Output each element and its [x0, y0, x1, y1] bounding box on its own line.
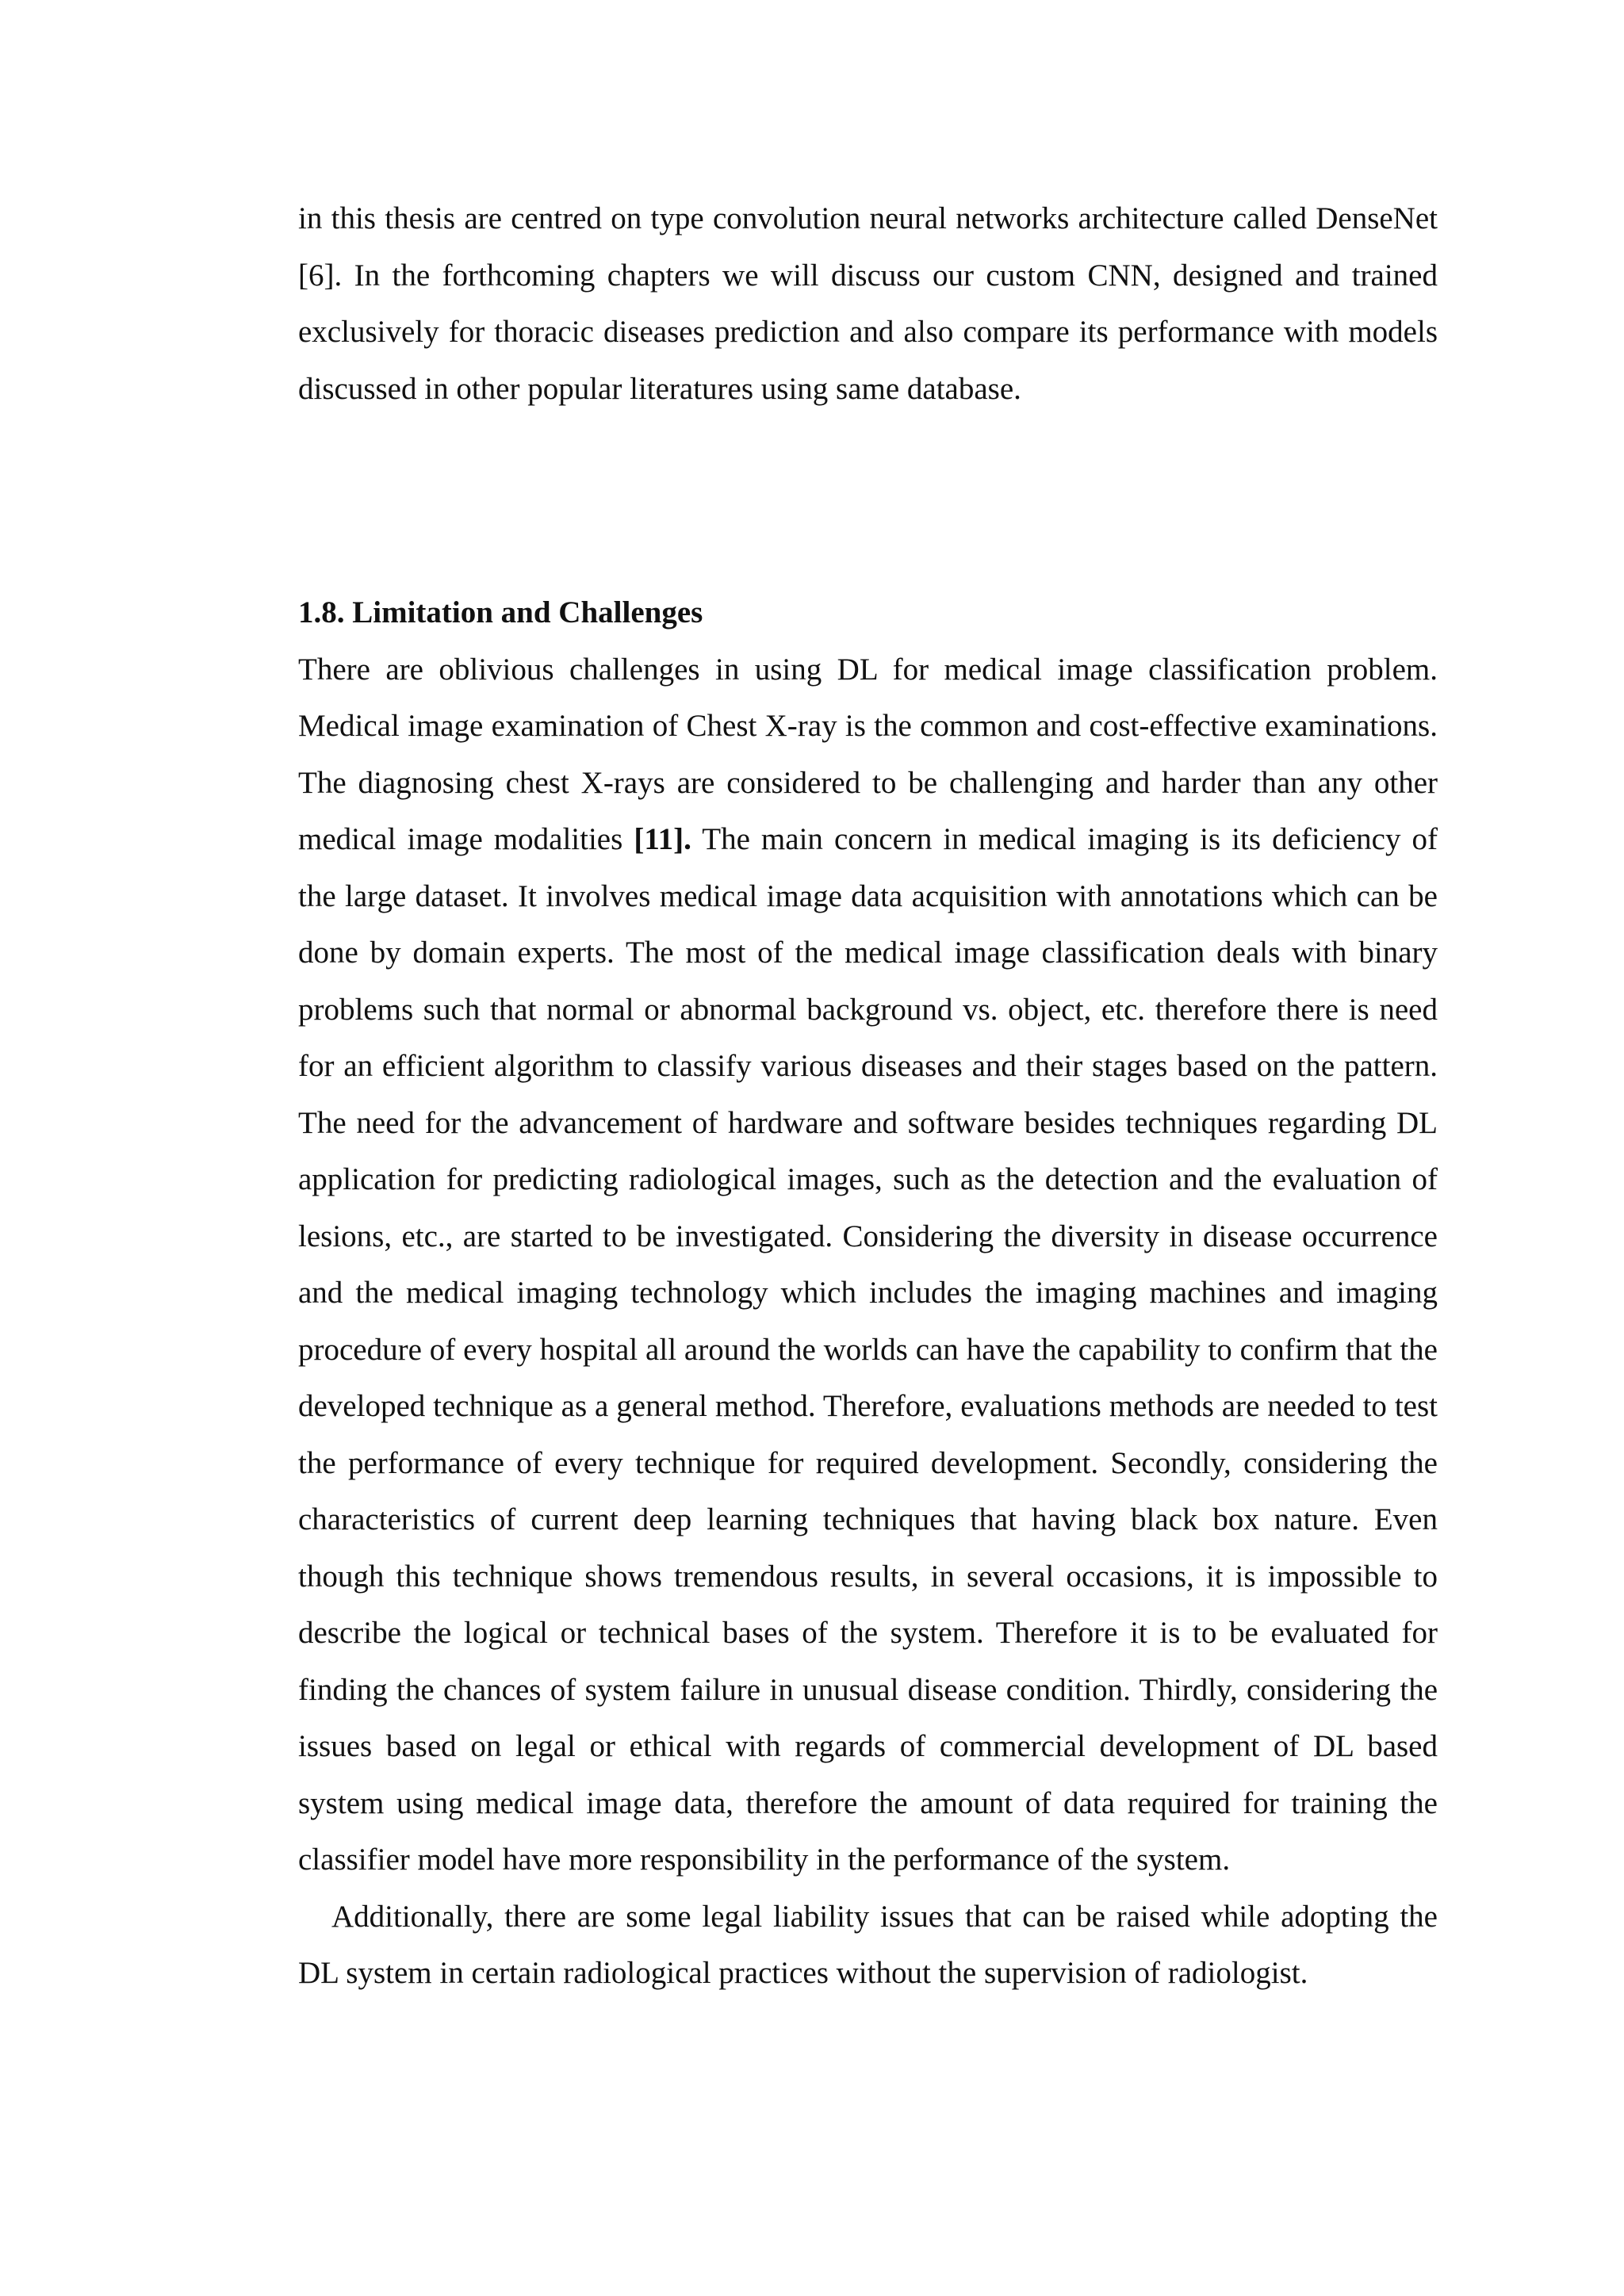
paragraph-1-text-start: There are oblivious challenges in using DL for medical image classification problem. Medical image examination of Chest X-ray is the common and cost-effective examinations. The diagnosing chest X-rays are considered to be challenging and harder than any other medical image modalities [298, 652, 1438, 856]
document-page [298, 190, 1438, 2002]
paragraph-1-text-end: The main concern in medical imaging is its deficiency of the large dataset. It involves medical image data acquisition with annotations which can be done by domain experts. The most of the medical image classification deals with binary problems such that normal or abnormal background vs. object, etc. therefore there is need for an efficient algorithm to classify various diseases and their stages based on the pattern. The need for the advancement of hardware and software besides techniques regarding DL application for predicting radiological images, such as the detection and the evaluation of lesions, etc., are started to be investigated. Considering the diversity in disease occurrence and the medical imaging technology which includes the imaging machines and imaging procedure of every hospital all around the worlds can have the capability to confirm that the developed technique as a general method. Therefore, evaluations methods are needed to test the performance of every technique for required development. Secondly, considering the characteristics of current deep learning techniques that having black box nature. Even though this technique shows tremendous results, in several occasions, it is impossible to describe the logical or technical bases of the system. Therefore it is to be evaluated for finding the chances of system failure in unusual disease condition. Thirdly, considering the issues based on legal or ethical with regards of commercial development of DL based system using medical image data, therefore the amount of data required for training the classifier model have more responsibility in the performance of the system. [298, 822, 1438, 1877]
section-paragraph-1 [298, 641, 1438, 1888]
section-paragraph-2: Additionally, there are some legal liability issues that can be raised while adopting the DL system in certain radiological practices without the supervision of radiologist. [298, 1899, 1438, 1990]
intro-paragraph: in this thesis are centred on type convolution neural networks architecture called DenseNet [6]. In the forthcoming chapters we will discuss our custom CNN, designed and trained exclusively for thoracic diseases prediction and also compare its performance with models discussed in other popular literatures using same database. [298, 201, 1438, 406]
citation-reference: [11]. [634, 822, 691, 856]
section-heading: 1.8. Limitation and Challenges [298, 595, 703, 629]
